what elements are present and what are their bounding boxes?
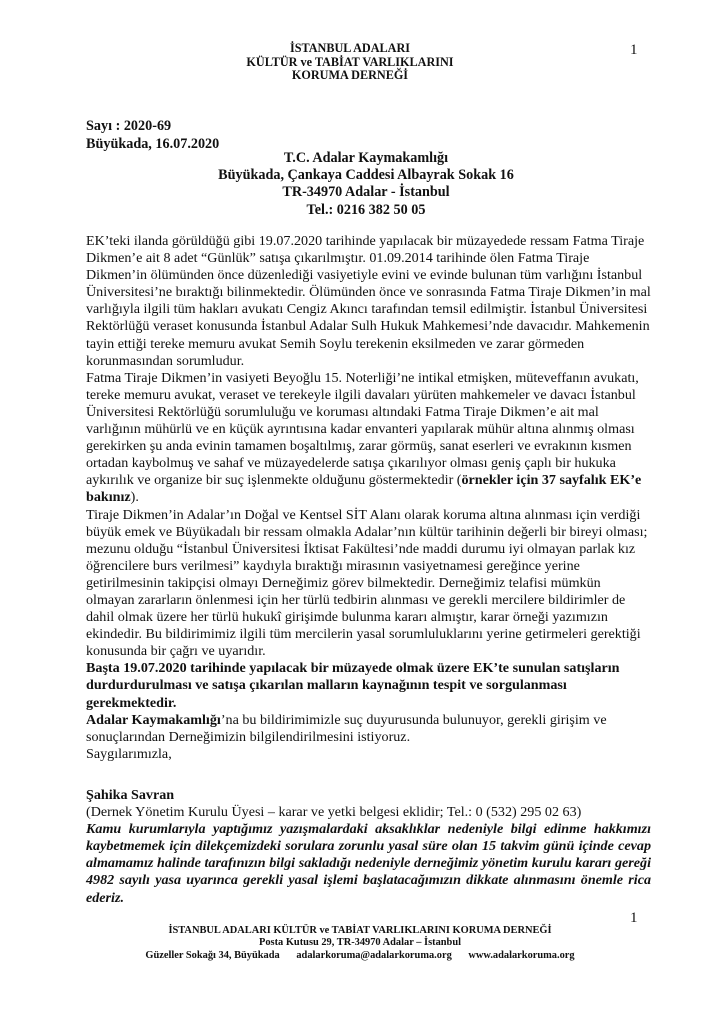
paragraph	[86, 370, 651, 507]
attachment-reference: örnekler için 37 sayfalık EK’e bakınız	[86, 472, 642, 506]
footer-po-box: Posta Kutusu 29, TR-34970 Adalar – İstanbul	[259, 937, 461, 949]
document-meta	[86, 118, 219, 153]
signer-role: (Dernek Yönetim Kurulu Üyesi – karar ve yetki belgesi eklidir; Tel.: 0 (532) 295 02 63)	[86, 804, 582, 821]
recipient-line: T.C. Adalar Kaymakamlığı	[283, 150, 449, 166]
letterhead	[200, 42, 500, 83]
authority-name: Adalar Kaymakamlığı	[86, 711, 221, 728]
letter-body	[86, 233, 651, 763]
recipient-line: Tel.: 0216 382 50 05	[306, 201, 426, 218]
signature-block	[86, 787, 651, 907]
recipient-block	[86, 150, 646, 219]
letterhead-line: KÜLTÜR ve TABİAT VARLIKLARINI	[246, 54, 454, 69]
signer-name: Şahika Savran	[86, 787, 175, 803]
page-number-bottom: 1	[630, 910, 638, 926]
paragraph	[86, 712, 651, 746]
legal-notice: Kamu kurumlarıyla yaptığımız yazışmalardaki aksaklıklar nedeniyle bilgi edinme hakkımızı kaybetmemek için dilekçemizdeki sorulara zorunlu yasal süre olan 15 takvim günü içinde cevap almamamız halinde tarafınızın bilgi sakladığı nedeniyle derneğimiz yönetim kurulu kararı gereği 4982 sayılı yasa uyarınca gerekli yasal işlemi başlatacağımızın dikkate alınmasını önemle rica ederiz.	[86, 821, 651, 906]
footer-email[interactable]: adalarkoruma@adalarkoruma.org	[296, 949, 452, 961]
place-date: Büyükada, 16.07.2020	[86, 135, 220, 152]
recipient-line: Büyükada, Çankaya Caddesi Albayrak Sokak 16	[218, 167, 514, 184]
closing: Saygılarımızla,	[86, 745, 172, 762]
page-number-top: 1	[630, 42, 638, 58]
footer-org: İSTANBUL ADALARI KÜLTÜR ve TABİAT VARLIKLARINI KORUMA DERNEĞİ	[168, 925, 552, 936]
recipient-line: TR-34970 Adalar - İstanbul	[282, 184, 450, 201]
footer	[120, 925, 600, 962]
paragraph: EK’teki ilanda görüldüğü gibi 19.07.2020 tarihinde yapılacak bir müzayedede ressam Fatma Tiraje Dikmen’e ait 8 adet “Günlük” satışa çıkarılmıştır. 01.09.2014 tarihinde ölen Fatma Tiraje Dikmen’in ölümünden önce düzenlediği vasiyetiyle evini ve evinde bulunan tüm varlığını İstanbul Üniversitesi’ne bıraktığı bilinmektedir. Ölümünden önce ve sonrasında Fatma Tiraje Dikmen’in mal varlığıyla ilgili tüm hakları avukatı Cengiz Akıncı tarafından temsil edilmiştir. İstanbul Üniversitesi Rektörlüğü veraset konusunda İstanbul Adalar Sulh Hukuk Mahkemesi’nde davacıdır. Mahkemenin tayin ettiği tereke memuru avukat Semih Soylu terekenin eksilmeden ve zarar görmeden korunmasından sorumludur.	[86, 233, 651, 369]
demand-paragraph: Başta 19.07.2020 tarihinde yapılacak bir müzayede olmak üzere EK’te sunulan satışların durdurdurulması ve satışa çıkarılan malların kaynağının tespit ve sorgulanması gerekmektedir.	[86, 660, 620, 711]
footer-address: Güzeller Sokağı 34, Büyükada	[145, 949, 280, 961]
letterhead-line: İSTANBUL ADALARI	[290, 41, 410, 55]
letterhead-line: KORUMA DERNEĞİ	[291, 68, 409, 82]
paragraph-text: Fatma Tiraje Dikmen’in vasiyeti Beyoğlu 15. Noterliği’ne intikal etmişken, müteveffanın avukatı, tereke memuru avukat, veraset ve terekeyle ilgili davaları yürüten mahkemeler ve davacı İstanbul Üniversitesi Rektörlüğü sorumluluğu ve koruması altındaki Fatma Tiraje Dikmen’e ait mal varlığının mühürlü ve en küçük ayrıntısına kadar envanteri yapılarak mühür altına alınmış olması gerekirken şu anda evinin tamamen boşaltılmış, zarar görmüş, sanat eserleri ve evrakının kısmen ortadan kaybolmuş ve sahaf ve müzayedelerde satışa çıkarılıyor olması geniş çaplı bir hukuka aykırılık ve organize bir suç işlenmekte olduğunu göstermektedir (	[86, 369, 639, 489]
document-number: Sayı : 2020-69	[86, 118, 172, 134]
paragraph: Tiraje Dikmen’in Adalar’ın Doğal ve Kentsel SİT Alanı olarak koruma altına alınması için verdiği büyük emek ve Büyükadalı bir ressam olmakla Adalar’nın kültür tarihinin değerli bir bireyi olması; mezunu olduğu “İstanbul Üniversitesi İktisat Fakültesi’nde maddi durumu iyi olmayan parlak kız öğrencilere burs verilmesi” kaydıyla bıraktığı mirasının vasiyetnamesi gereğince yerine getirilmesinin takipçisi olmayı Derneğimiz görev bilmektedir. Derneğimiz telafisi mümkün olmayan zararların önlenmesi için her türlü tedbirin alınması ve gerekli mercilere bildirimler de dahil olmak üzere her türlü hukukî girişimde bulunma kararı almıştır, karar örneği yazımızın ekindedir. Bu bildirimimiz ilgili tüm mercilerin yasal sorumluluklarını yerine getirmeleri gerektiği konusunda bir çağrı ve uyarıdır.	[86, 506, 648, 660]
paragraph-text: ’na bu bildirimimizle suç duyurusunda bulunuyor, gerekli girişim ve sonuçlarından Derneğimizin bilgilendirilmesini istiyoruz.	[86, 711, 607, 745]
footer-contact	[120, 950, 600, 962]
footer-website[interactable]: www.adalarkoruma.org	[468, 949, 575, 961]
paragraph-end: ).	[130, 489, 139, 506]
